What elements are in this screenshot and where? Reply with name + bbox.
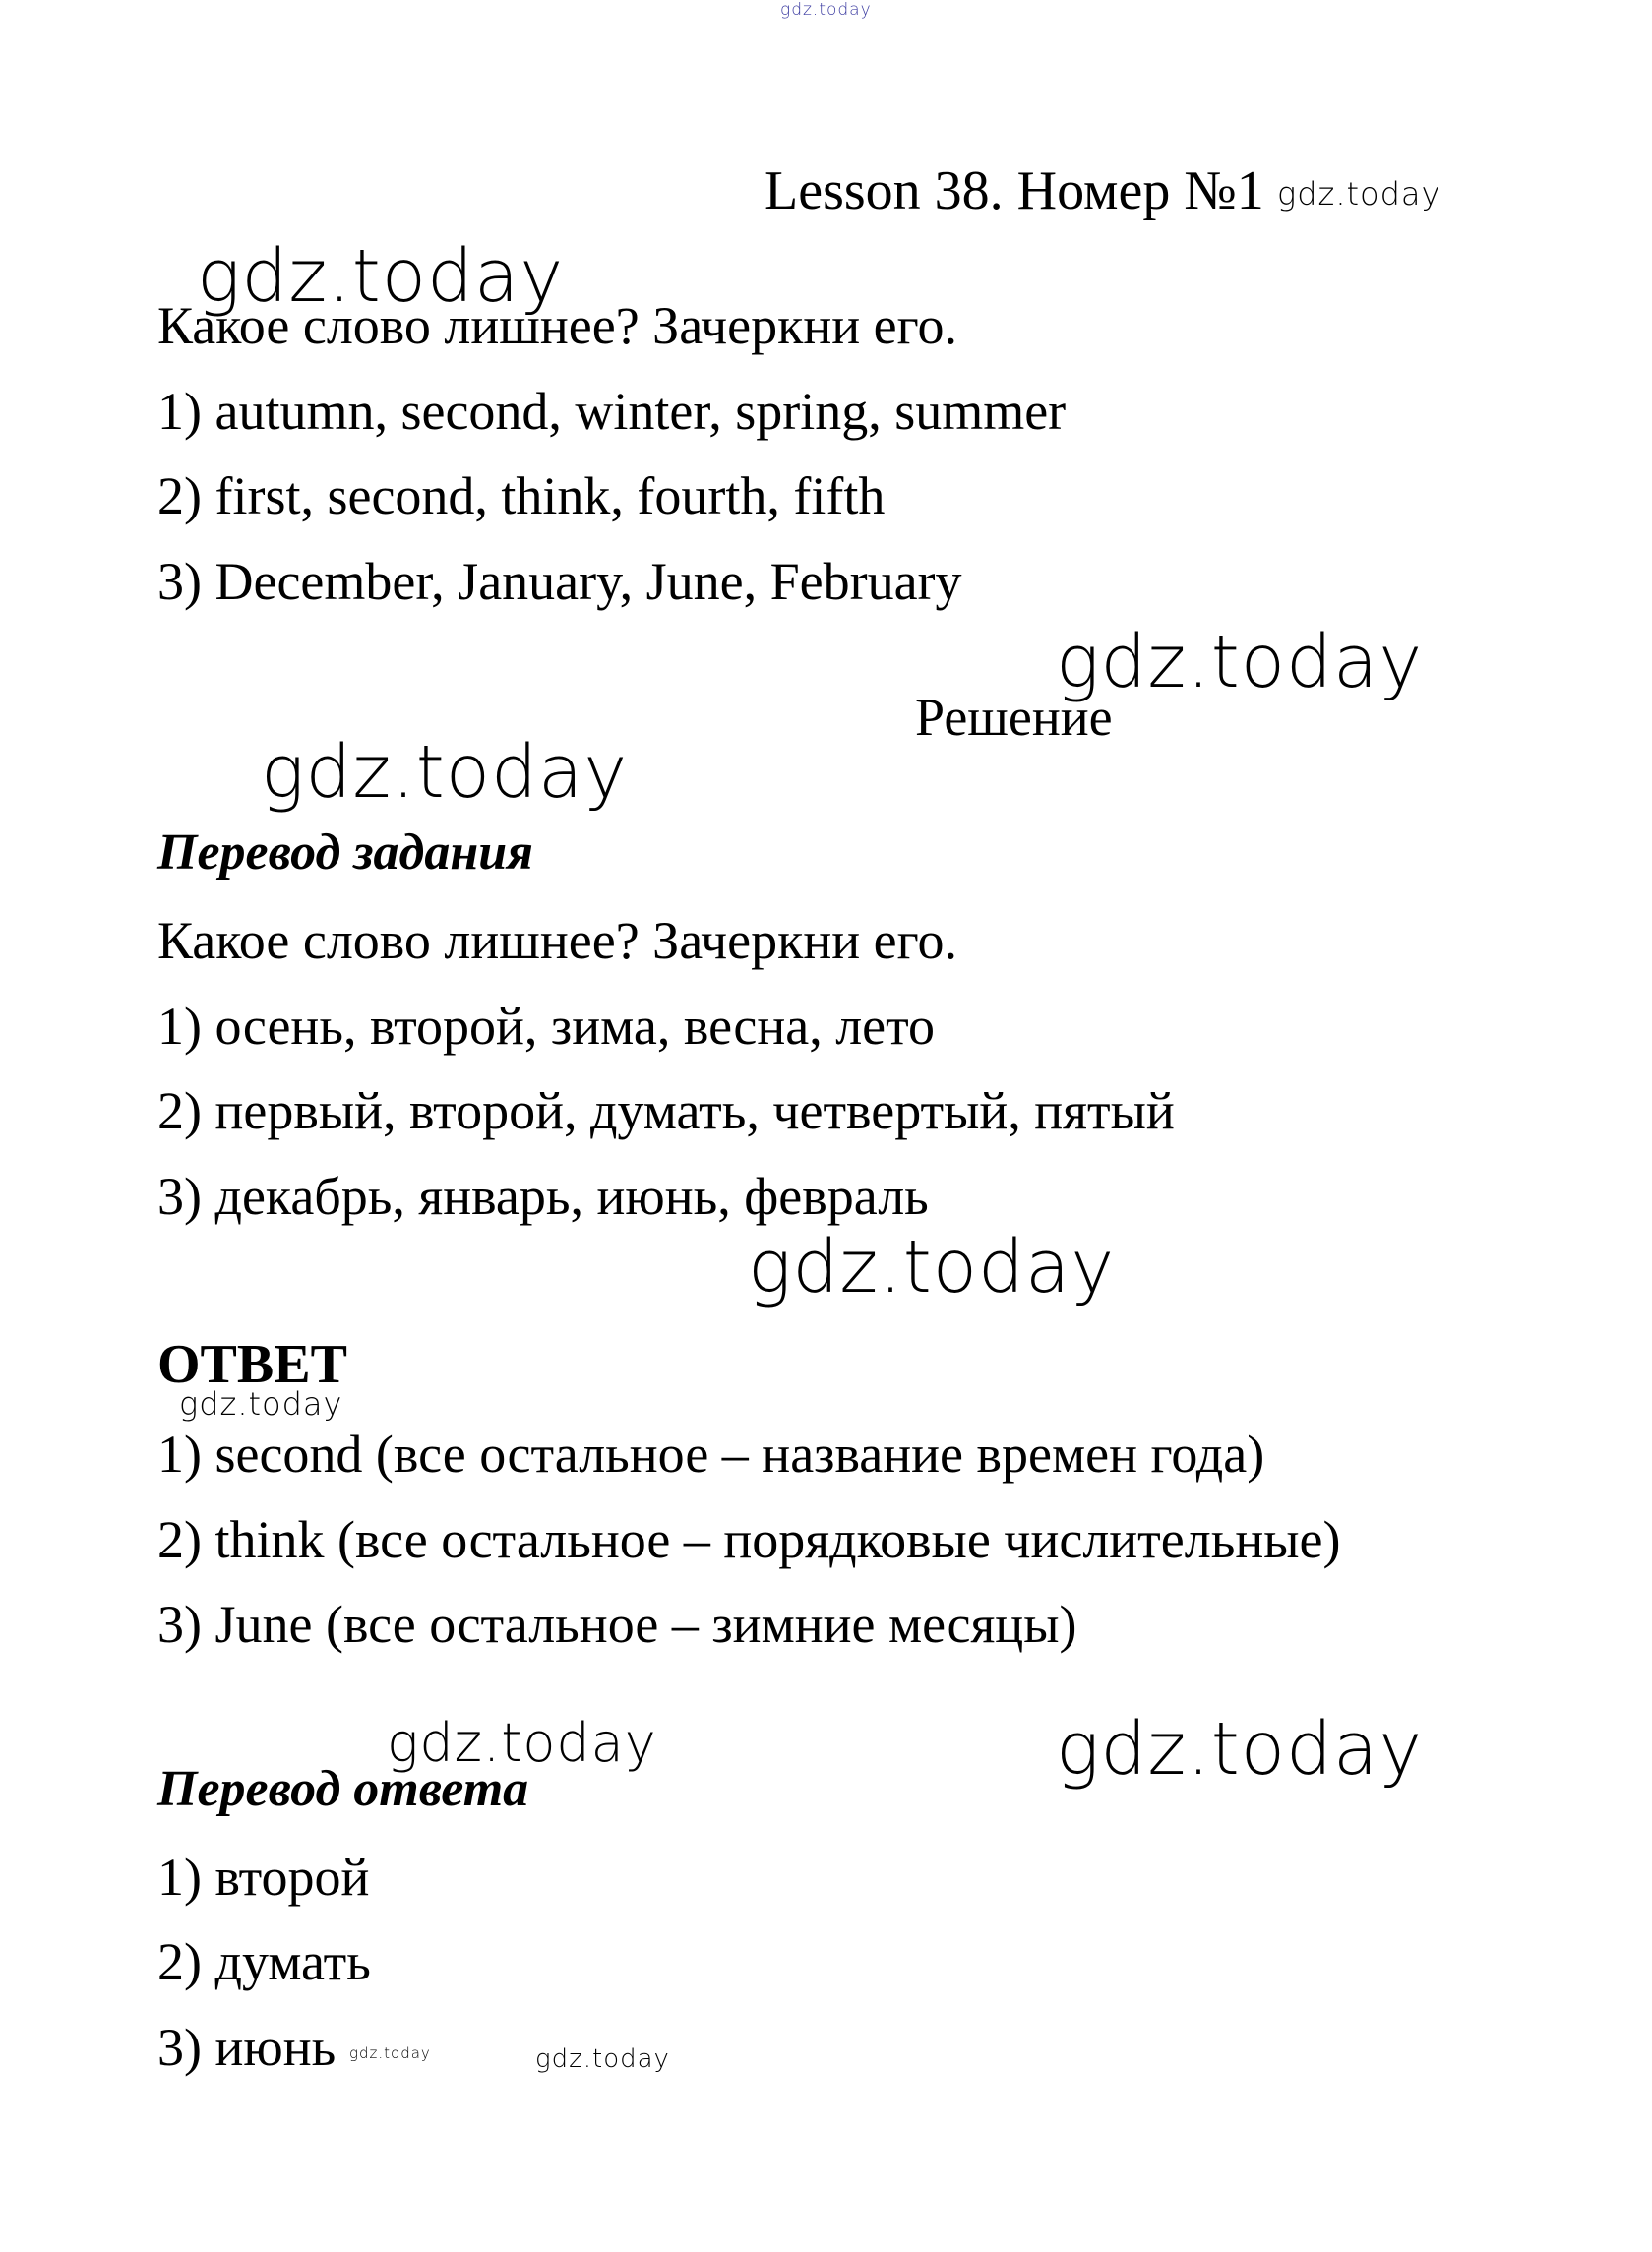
watermark-top: gdz.today <box>780 0 872 20</box>
watermark-6: gdz.today <box>387 1712 657 1774</box>
task-item-1: 1) autumn, second, winter, spring, summer <box>157 382 1067 441</box>
answer-item-1: 1) second (все остальное – название времен года) <box>157 1425 1265 1484</box>
task-prompt: Какое слово лишнее? Зачеркни его. <box>157 296 957 355</box>
answer-item-3: 3) June (все остальное – зимние месяцы) <box>157 1595 1077 1654</box>
answer-translation-item-3: 3) июнь <box>157 2018 337 2077</box>
answer-heading: ОТВЕТ <box>157 1334 347 1395</box>
task-translation-item-3: 3) декабрь, январь, июнь, февраль <box>157 1167 929 1226</box>
answer-item-2: 2) think (все остальное – порядковые числительные) <box>157 1510 1341 1569</box>
task-item-3: 3) December, January, June, February <box>157 552 962 611</box>
watermark-title-side: gdz.today <box>1277 175 1441 213</box>
task-translation-prompt: Какое слово лишнее? Зачеркни его. <box>157 911 957 970</box>
page-title: Lesson 38. Номер №1 <box>765 160 1264 221</box>
task-translation-item-2: 2) первый, второй, думать, четвертый, пятый <box>157 1081 1175 1140</box>
watermark-5: gdz.today <box>179 1385 343 1423</box>
watermark-9: gdz.today <box>535 2044 670 2074</box>
answer-translation-heading: Перевод ответа <box>157 1761 529 1817</box>
task-translation-item-1: 1) осень, второй, зима, весна, лето <box>157 997 936 1056</box>
watermark-8: gdz.today <box>349 2044 431 2062</box>
watermark-7: gdz.today <box>1056 1707 1424 1792</box>
task-item-2: 2) first, second, think, fourth, fifth <box>157 466 886 525</box>
watermark-4: gdz.today <box>748 1225 1116 1309</box>
watermark-1: gdz.today <box>197 234 565 319</box>
task-translation-heading: Перевод задания <box>157 824 533 881</box>
answer-translation-item-2: 2) думать <box>157 1932 371 1991</box>
watermark-3: gdz.today <box>261 730 629 815</box>
watermark-2: gdz.today <box>1056 620 1424 704</box>
answer-translation-item-1: 1) второй <box>157 1848 370 1907</box>
solution-label: Решение <box>915 688 1113 747</box>
